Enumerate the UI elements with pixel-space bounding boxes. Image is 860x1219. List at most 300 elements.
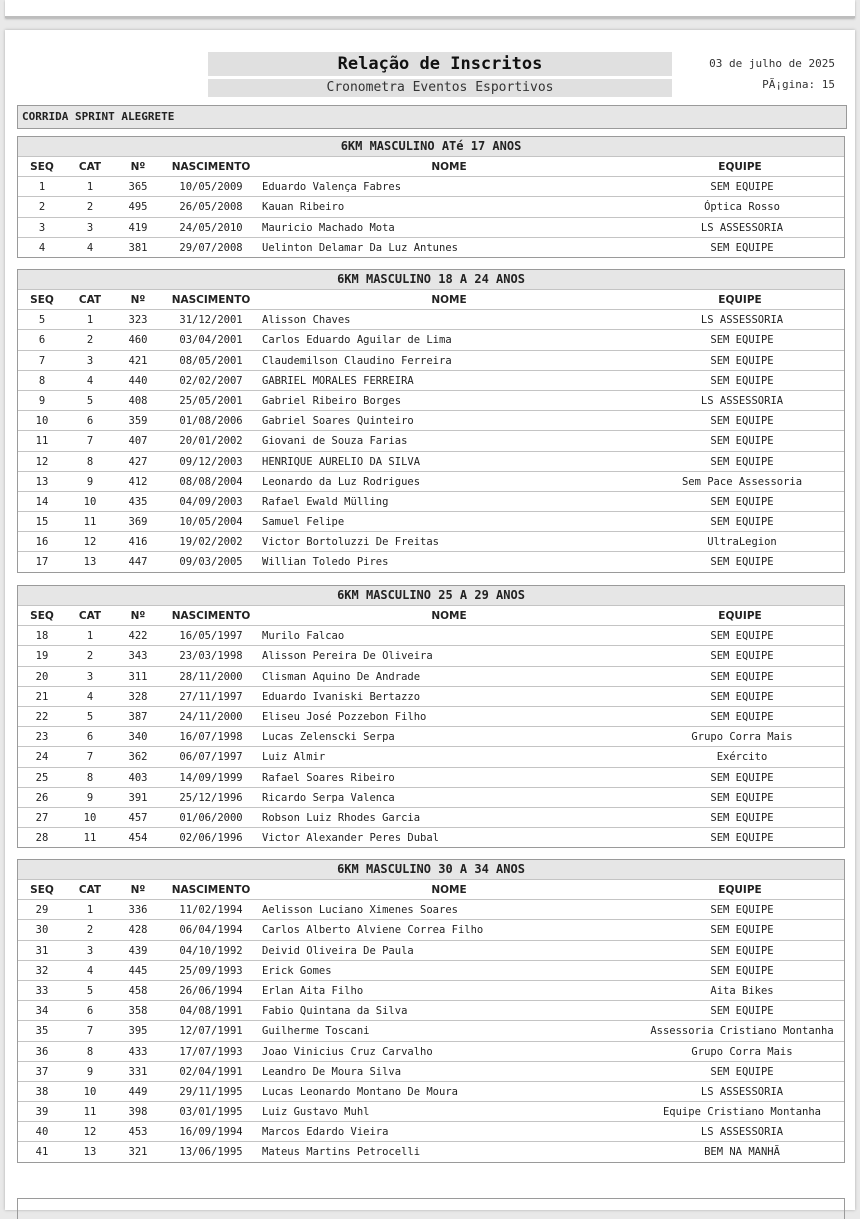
cell-cat: 7 bbox=[86, 1025, 94, 1038]
cell-name: Carlos Eduardo Aguilar de Lima bbox=[262, 334, 452, 347]
cell-name: Clisman Aquino De Andrade bbox=[262, 670, 421, 683]
cell-cat: 9 bbox=[86, 791, 94, 804]
table-row bbox=[18, 666, 844, 686]
table-row bbox=[18, 1061, 844, 1081]
cell-seq: 30 bbox=[35, 924, 49, 937]
cell-team: Aita Bikes bbox=[710, 984, 774, 997]
cell-team: LS ASSESSORIA bbox=[700, 314, 784, 327]
cell-number: 343 bbox=[128, 650, 148, 663]
column-header-name: NOME bbox=[431, 294, 467, 306]
cell-seq: 36 bbox=[35, 1045, 49, 1058]
cell-number: 495 bbox=[128, 201, 148, 214]
cell-seq: 3 bbox=[38, 221, 46, 234]
cell-birthdate: 17/07/1993 bbox=[179, 1045, 243, 1058]
cell-name: Guilherme Toscani bbox=[262, 1025, 370, 1038]
cell-cat: 6 bbox=[86, 731, 94, 744]
cell-birthdate: 24/11/2000 bbox=[179, 710, 243, 723]
cell-team: SEM EQUIPE bbox=[710, 1005, 774, 1018]
cell-number: 365 bbox=[128, 181, 148, 194]
table-row bbox=[18, 787, 844, 807]
cell-team: SEM EQUIPE bbox=[710, 435, 774, 448]
cell-name: Mateus Martins Petrocelli bbox=[262, 1146, 421, 1159]
cell-birthdate: 04/09/2003 bbox=[179, 495, 243, 508]
cell-name: Aelisson Luciano Ximenes Soares bbox=[262, 904, 458, 917]
cell-team: SEM EQUIPE bbox=[710, 771, 774, 784]
cell-birthdate: 03/01/1995 bbox=[179, 1106, 243, 1119]
column-header-cat: CAT bbox=[78, 610, 102, 622]
cell-number: 433 bbox=[128, 1045, 148, 1058]
cell-birthdate: 08/08/2004 bbox=[179, 475, 243, 488]
cell-cat: 10 bbox=[83, 495, 97, 508]
cell-cat: 8 bbox=[86, 771, 94, 784]
cell-birthdate: 25/12/1996 bbox=[179, 791, 243, 804]
cell-name: Ricardo Serpa Valenca bbox=[262, 791, 395, 804]
table-row bbox=[18, 350, 844, 370]
table-row bbox=[18, 551, 844, 571]
column-header-seq: SEQ bbox=[30, 610, 54, 622]
column-header-name: NOME bbox=[431, 610, 467, 622]
cell-team: SEM EQUIPE bbox=[710, 1065, 774, 1078]
cell-name: Victor Alexander Peres Dubal bbox=[262, 832, 440, 845]
cell-cat: 5 bbox=[86, 984, 94, 997]
cell-name: Victor Bortoluzzi De Freitas bbox=[262, 536, 440, 549]
cell-birthdate: 16/09/1994 bbox=[179, 1126, 243, 1139]
cell-cat: 3 bbox=[86, 670, 94, 683]
cell-seq: 18 bbox=[35, 630, 49, 643]
cell-seq: 39 bbox=[35, 1106, 49, 1119]
column-header-team: EQUIPE bbox=[718, 610, 762, 622]
cell-number: 381 bbox=[128, 241, 148, 254]
cell-number: 428 bbox=[128, 924, 148, 937]
cell-number: 422 bbox=[128, 630, 148, 643]
cell-number: 328 bbox=[128, 690, 148, 703]
cell-seq: 28 bbox=[35, 832, 49, 845]
cell-seq: 26 bbox=[35, 791, 49, 804]
cell-number: 403 bbox=[128, 771, 148, 784]
cell-team: Assessoria Cristiano Montanha bbox=[650, 1025, 834, 1038]
cell-seq: 37 bbox=[35, 1065, 49, 1078]
cell-cat: 6 bbox=[86, 415, 94, 428]
table-row bbox=[18, 1020, 844, 1040]
cell-birthdate: 20/01/2002 bbox=[179, 435, 243, 448]
column-header-seq: SEQ bbox=[30, 161, 54, 173]
cell-number: 359 bbox=[128, 415, 148, 428]
cell-name: Fabio Quintana da Silva bbox=[262, 1005, 408, 1018]
cell-cat: 7 bbox=[86, 435, 94, 448]
table-row bbox=[18, 980, 844, 1000]
cell-birthdate: 10/05/2004 bbox=[179, 516, 243, 529]
cell-cat: 5 bbox=[86, 710, 94, 723]
cell-team: LS ASSESSORIA bbox=[700, 1126, 784, 1139]
cell-name: Luiz Gustavo Muhl bbox=[262, 1106, 370, 1119]
report-date: 03 de julho de 2025 bbox=[709, 57, 835, 70]
cell-team: SEM EQUIPE bbox=[710, 181, 774, 194]
cell-birthdate: 25/09/1993 bbox=[179, 964, 243, 977]
cell-seq: 20 bbox=[35, 670, 49, 683]
cell-name: Marcos Edardo Vieira bbox=[262, 1126, 389, 1139]
table-row bbox=[18, 686, 844, 706]
column-header-number: Nº bbox=[130, 294, 146, 306]
cell-cat: 2 bbox=[86, 924, 94, 937]
table-header-row bbox=[18, 879, 844, 899]
cell-cat: 7 bbox=[86, 751, 94, 764]
cell-seq: 25 bbox=[35, 771, 49, 784]
column-header-cat: CAT bbox=[78, 294, 102, 306]
cell-birthdate: 10/05/2009 bbox=[179, 181, 243, 194]
cell-seq: 1 bbox=[38, 181, 46, 194]
cell-birthdate: 01/08/2006 bbox=[179, 415, 243, 428]
cell-number: 407 bbox=[128, 435, 148, 448]
cell-seq: 38 bbox=[35, 1085, 49, 1098]
cell-name: Joao Vinicius Cruz Carvalho bbox=[262, 1045, 433, 1058]
cell-seq: 35 bbox=[35, 1025, 49, 1038]
table-header-row bbox=[18, 289, 844, 309]
column-header-team: EQUIPE bbox=[718, 161, 762, 173]
cell-number: 358 bbox=[128, 1005, 148, 1018]
cell-birthdate: 28/11/2000 bbox=[179, 670, 243, 683]
cell-cat: 12 bbox=[83, 1126, 97, 1139]
cell-birthdate: 09/03/2005 bbox=[179, 556, 243, 569]
section-title: 6KM MASCULINO ATé 17 ANOS bbox=[18, 137, 844, 156]
cell-birthdate: 31/12/2001 bbox=[179, 314, 243, 327]
table-row bbox=[18, 919, 844, 939]
column-header-name: NOME bbox=[431, 884, 467, 896]
cell-team: SEM EQUIPE bbox=[710, 495, 774, 508]
cell-birthdate: 16/05/1997 bbox=[179, 630, 243, 643]
cell-number: 321 bbox=[128, 1146, 148, 1159]
column-header-cat: CAT bbox=[78, 161, 102, 173]
cell-number: 323 bbox=[128, 314, 148, 327]
cell-cat: 2 bbox=[86, 334, 94, 347]
table-row bbox=[18, 390, 844, 410]
cell-number: 439 bbox=[128, 944, 148, 957]
cell-cat: 5 bbox=[86, 394, 94, 407]
cell-cat: 11 bbox=[83, 832, 97, 845]
cell-name: Deivid Oliveira De Paula bbox=[262, 944, 414, 957]
cell-team: Óptica Rosso bbox=[704, 201, 780, 214]
cell-team: SEM EQUIPE bbox=[710, 455, 774, 468]
cell-seq: 8 bbox=[38, 374, 46, 387]
cell-team: SEM EQUIPE bbox=[710, 924, 774, 937]
column-header-cat: CAT bbox=[78, 884, 102, 896]
cell-seq: 40 bbox=[35, 1126, 49, 1139]
table-row bbox=[18, 1101, 844, 1121]
cell-seq: 6 bbox=[38, 334, 46, 347]
cell-number: 419 bbox=[128, 221, 148, 234]
column-header-birthdate: NASCIMENTO bbox=[171, 610, 251, 622]
cell-cat: 2 bbox=[86, 650, 94, 663]
cell-cat: 1 bbox=[86, 314, 94, 327]
cell-birthdate: 04/10/1992 bbox=[179, 944, 243, 957]
section-title: 6KM MASCULINO 18 A 24 ANOS bbox=[18, 270, 844, 289]
document-page bbox=[5, 30, 855, 1210]
table-row bbox=[18, 430, 844, 450]
cell-cat: 9 bbox=[86, 475, 94, 488]
cell-seq: 7 bbox=[38, 354, 46, 367]
cell-birthdate: 09/12/2003 bbox=[179, 455, 243, 468]
cell-number: 311 bbox=[128, 670, 148, 683]
cell-seq: 2 bbox=[38, 201, 46, 214]
table-row bbox=[18, 625, 844, 645]
cell-birthdate: 23/03/1998 bbox=[179, 650, 243, 663]
table-row bbox=[18, 706, 844, 726]
cell-seq: 4 bbox=[38, 241, 46, 254]
cell-cat: 8 bbox=[86, 1045, 94, 1058]
cell-birthdate: 24/05/2010 bbox=[179, 221, 243, 234]
cell-cat: 1 bbox=[86, 904, 94, 917]
table-row bbox=[18, 217, 844, 237]
cell-birthdate: 25/05/2001 bbox=[179, 394, 243, 407]
table-row bbox=[18, 1000, 844, 1020]
cell-name: Alisson Pereira De Oliveira bbox=[262, 650, 433, 663]
cell-cat: 4 bbox=[86, 374, 94, 387]
cell-birthdate: 08/05/2001 bbox=[179, 354, 243, 367]
cell-name: Alisson Chaves bbox=[262, 314, 351, 327]
cell-cat: 6 bbox=[86, 1005, 94, 1018]
cell-name: Samuel Felipe bbox=[262, 516, 345, 529]
cell-seq: 22 bbox=[35, 710, 49, 723]
cell-birthdate: 29/07/2008 bbox=[179, 241, 243, 254]
cell-cat: 10 bbox=[83, 811, 97, 824]
cell-name: Giovani de Souza Farias bbox=[262, 435, 408, 448]
cell-team: SEM EQUIPE bbox=[710, 650, 774, 663]
cell-number: 458 bbox=[128, 984, 148, 997]
cell-birthdate: 16/07/1998 bbox=[179, 731, 243, 744]
cell-birthdate: 11/02/1994 bbox=[179, 904, 243, 917]
cell-team: SEM EQUIPE bbox=[710, 944, 774, 957]
cell-name: Erick Gomes bbox=[262, 964, 332, 977]
cell-seq: 21 bbox=[35, 690, 49, 703]
cell-team: Exército bbox=[716, 751, 768, 764]
event-name: CORRIDA SPRINT ALEGRETE bbox=[17, 105, 847, 129]
cell-birthdate: 02/02/2007 bbox=[179, 374, 243, 387]
cell-cat: 3 bbox=[86, 944, 94, 957]
cell-team: SEM EQUIPE bbox=[710, 354, 774, 367]
cell-team: BEM NA MANHÃ bbox=[704, 1146, 780, 1159]
cell-cat: 13 bbox=[83, 556, 97, 569]
cell-team: SEM EQUIPE bbox=[710, 516, 774, 529]
cell-number: 391 bbox=[128, 791, 148, 804]
column-header-seq: SEQ bbox=[30, 884, 54, 896]
cell-team: LS ASSESSORIA bbox=[700, 221, 784, 234]
cell-name: Claudemilson Claudino Ferreira bbox=[262, 354, 452, 367]
cell-birthdate: 06/04/1994 bbox=[179, 924, 243, 937]
cell-number: 387 bbox=[128, 710, 148, 723]
cell-number: 340 bbox=[128, 731, 148, 744]
cell-number: 408 bbox=[128, 394, 148, 407]
cell-cat: 2 bbox=[86, 201, 94, 214]
table-row bbox=[18, 237, 844, 257]
category-section bbox=[17, 136, 845, 258]
cell-seq: 5 bbox=[38, 314, 46, 327]
table-row bbox=[18, 1041, 844, 1061]
column-header-seq: SEQ bbox=[30, 294, 54, 306]
cell-birthdate: 01/06/2000 bbox=[179, 811, 243, 824]
table-row bbox=[18, 176, 844, 196]
cell-team: Grupo Corra Mais bbox=[691, 1045, 793, 1058]
cell-number: 421 bbox=[128, 354, 148, 367]
cell-name: Murilo Falcao bbox=[262, 630, 345, 643]
cell-seq: 41 bbox=[35, 1146, 49, 1159]
cell-name: Eliseu José Pozzebon Filho bbox=[262, 710, 427, 723]
cell-name: Erlan Aita Filho bbox=[262, 984, 364, 997]
table-row bbox=[18, 1121, 844, 1141]
column-header-birthdate: NASCIMENTO bbox=[171, 884, 251, 896]
cell-number: 416 bbox=[128, 536, 148, 549]
cell-number: 449 bbox=[128, 1085, 148, 1098]
cell-birthdate: 13/06/1995 bbox=[179, 1146, 243, 1159]
cell-name: Willian Toledo Pires bbox=[262, 556, 389, 569]
cell-number: 395 bbox=[128, 1025, 148, 1038]
table-row bbox=[18, 807, 844, 827]
cell-seq: 13 bbox=[35, 475, 49, 488]
category-section bbox=[17, 585, 845, 848]
table-row bbox=[18, 410, 844, 430]
cell-team: SEM EQUIPE bbox=[710, 670, 774, 683]
table-row bbox=[18, 511, 844, 531]
table-row bbox=[18, 370, 844, 390]
cell-number: 457 bbox=[128, 811, 148, 824]
cell-team: SEM EQUIPE bbox=[710, 334, 774, 347]
table-header-row bbox=[18, 605, 844, 625]
cell-team: Grupo Corra Mais bbox=[691, 731, 793, 744]
cell-seq: 34 bbox=[35, 1005, 49, 1018]
table-row bbox=[18, 491, 844, 511]
cell-name: Leandro De Moura Silva bbox=[262, 1065, 402, 1078]
cell-name: Luiz Almir bbox=[262, 751, 326, 764]
cell-cat: 4 bbox=[86, 241, 94, 254]
cell-seq: 33 bbox=[35, 984, 49, 997]
cell-team: SEM EQUIPE bbox=[710, 415, 774, 428]
table-row bbox=[18, 827, 844, 847]
cell-number: 445 bbox=[128, 964, 148, 977]
table-row bbox=[18, 645, 844, 665]
cell-team: SEM EQUIPE bbox=[710, 630, 774, 643]
cell-birthdate: 02/06/1996 bbox=[179, 832, 243, 845]
cell-team: Equipe Cristiano Montanha bbox=[662, 1106, 822, 1119]
cell-cat: 3 bbox=[86, 221, 94, 234]
cell-number: 447 bbox=[128, 556, 148, 569]
table-row bbox=[18, 899, 844, 919]
cell-seq: 19 bbox=[35, 650, 49, 663]
cell-number: 435 bbox=[128, 495, 148, 508]
cell-seq: 27 bbox=[35, 811, 49, 824]
cell-birthdate: 29/11/1995 bbox=[179, 1085, 243, 1098]
cell-birthdate: 12/07/1991 bbox=[179, 1025, 243, 1038]
cell-cat: 1 bbox=[86, 181, 94, 194]
table-row bbox=[18, 451, 844, 471]
cell-number: 412 bbox=[128, 475, 148, 488]
cell-cat: 12 bbox=[83, 536, 97, 549]
cell-birthdate: 02/04/1991 bbox=[179, 1065, 243, 1078]
cell-cat: 4 bbox=[86, 964, 94, 977]
cell-team: Sem Pace Assessoria bbox=[681, 475, 803, 488]
table-header-row bbox=[18, 156, 844, 176]
column-header-team: EQUIPE bbox=[718, 294, 762, 306]
cell-seq: 31 bbox=[35, 944, 49, 957]
page-number: PÃ¡gina: 15 bbox=[762, 78, 835, 91]
cell-number: 427 bbox=[128, 455, 148, 468]
cell-name: Lucas Zelenscki Serpa bbox=[262, 731, 395, 744]
cell-seq: 32 bbox=[35, 964, 49, 977]
previous-page-edge bbox=[5, 0, 855, 18]
cell-birthdate: 03/04/2001 bbox=[179, 334, 243, 347]
table-row bbox=[18, 196, 844, 216]
cell-name: Mauricio Machado Mota bbox=[262, 221, 395, 234]
cell-seq: 9 bbox=[38, 394, 46, 407]
table-row bbox=[18, 531, 844, 551]
cell-name: GABRIEL MORALES FERREIRA bbox=[262, 374, 414, 387]
cell-seq: 10 bbox=[35, 415, 49, 428]
cell-name: Rafael Ewald Mülling bbox=[262, 495, 389, 508]
cell-cat: 10 bbox=[83, 1085, 97, 1098]
cell-seq: 23 bbox=[35, 731, 49, 744]
cell-birthdate: 06/07/1997 bbox=[179, 751, 243, 764]
table-row bbox=[18, 940, 844, 960]
cell-team: LS ASSESSORIA bbox=[700, 1085, 784, 1098]
cell-birthdate: 26/05/2008 bbox=[179, 201, 243, 214]
section-title: 6KM MASCULINO 30 A 34 ANOS bbox=[18, 860, 844, 879]
cell-birthdate: 26/06/1994 bbox=[179, 984, 243, 997]
cell-name: Eduardo Valença Fabres bbox=[262, 181, 402, 194]
next-section-edge bbox=[17, 1198, 845, 1219]
cell-cat: 3 bbox=[86, 354, 94, 367]
cell-cat: 8 bbox=[86, 455, 94, 468]
cell-seq: 15 bbox=[35, 516, 49, 529]
report-subtitle: Cronometra Eventos Esportivos bbox=[208, 79, 672, 97]
cell-seq: 14 bbox=[35, 495, 49, 508]
cell-birthdate: 14/09/1999 bbox=[179, 771, 243, 784]
table-row bbox=[18, 309, 844, 329]
cell-number: 331 bbox=[128, 1065, 148, 1078]
cell-birthdate: 04/08/1991 bbox=[179, 1005, 243, 1018]
category-section bbox=[17, 859, 845, 1163]
cell-name: Eduardo Ivaniski Bertazzo bbox=[262, 690, 421, 703]
column-header-name: NOME bbox=[431, 161, 467, 173]
report-title: Relação de Inscritos bbox=[208, 52, 672, 76]
cell-name: Lucas Leonardo Montano De Moura bbox=[262, 1085, 458, 1098]
column-header-team: EQUIPE bbox=[718, 884, 762, 896]
column-header-number: Nº bbox=[130, 161, 146, 173]
cell-name: Gabriel Soares Quinteiro bbox=[262, 415, 414, 428]
cell-team: SEM EQUIPE bbox=[710, 964, 774, 977]
cell-cat: 11 bbox=[83, 516, 97, 529]
cell-number: 398 bbox=[128, 1106, 148, 1119]
table-row bbox=[18, 1081, 844, 1101]
cell-name: Kauan Ribeiro bbox=[262, 201, 345, 214]
cell-number: 440 bbox=[128, 374, 148, 387]
table-row bbox=[18, 1141, 844, 1161]
table-row bbox=[18, 746, 844, 766]
cell-name: Rafael Soares Ribeiro bbox=[262, 771, 395, 784]
cell-name: Robson Luiz Rhodes Garcia bbox=[262, 811, 421, 824]
cell-name: Uelinton Delamar Da Luz Antunes bbox=[262, 241, 458, 254]
cell-seq: 17 bbox=[35, 556, 49, 569]
cell-seq: 24 bbox=[35, 751, 49, 764]
cell-team: SEM EQUIPE bbox=[710, 556, 774, 569]
cell-cat: 9 bbox=[86, 1065, 94, 1078]
table-row bbox=[18, 726, 844, 746]
cell-team: LS ASSESSORIA bbox=[700, 394, 784, 407]
cell-name: Leonardo da Luz Rodrigues bbox=[262, 475, 421, 488]
cell-number: 336 bbox=[128, 904, 148, 917]
cell-team: SEM EQUIPE bbox=[710, 241, 774, 254]
cell-birthdate: 19/02/2002 bbox=[179, 536, 243, 549]
cell-number: 454 bbox=[128, 832, 148, 845]
cell-cat: 1 bbox=[86, 630, 94, 643]
cell-name: Gabriel Ribeiro Borges bbox=[262, 394, 402, 407]
cell-team: SEM EQUIPE bbox=[710, 374, 774, 387]
